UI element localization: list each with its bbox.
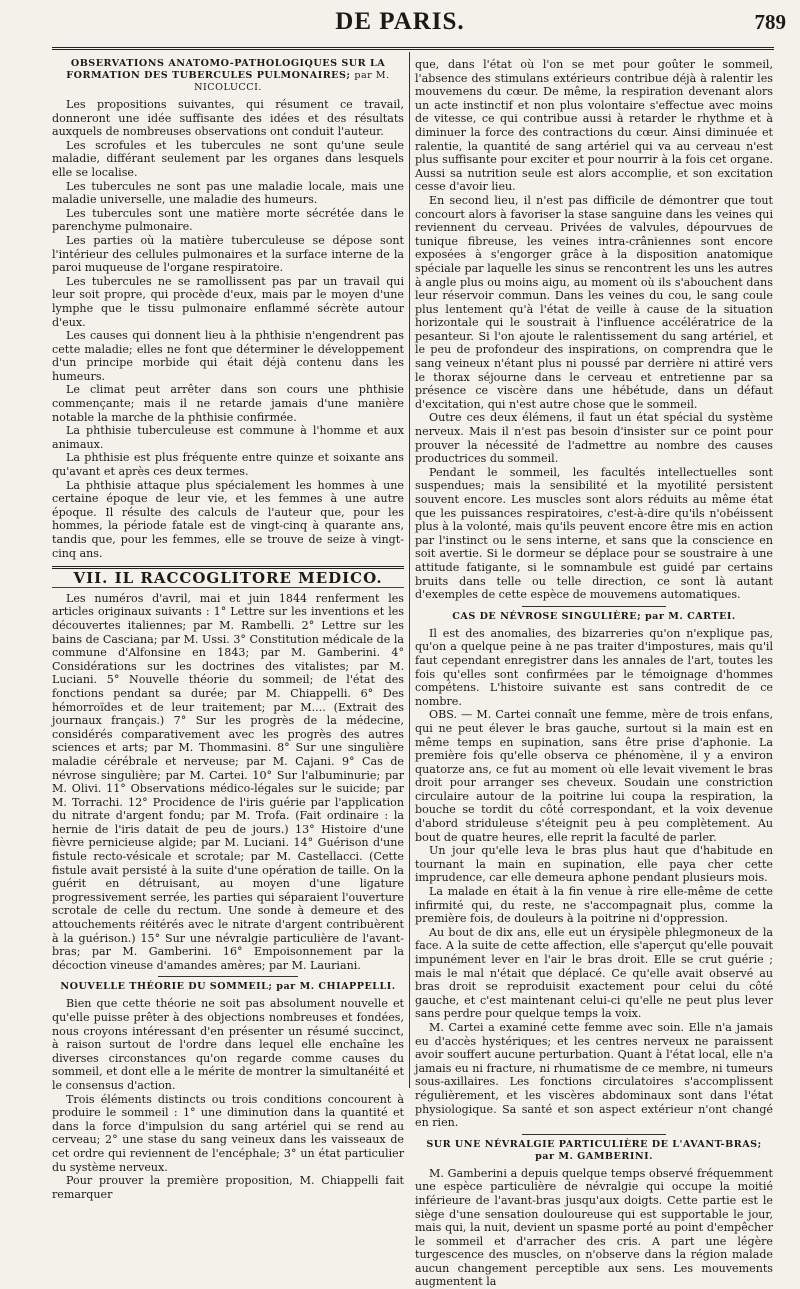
sommeil-heading: NOUVELLE THÉORIE DU SOMMEIL; par M. CHIAPPELLI. bbox=[60, 981, 396, 993]
paragraph: Pour prouver la première proposition, M. Chiappelli fait remarquer bbox=[52, 1174, 404, 1201]
paragraph: Les parties où la matière tuberculeuse se dépose sont l'intérieur des cellules pulmonaires et la surface interne de la paroi muqueuse de l'organe respiratoire. bbox=[52, 233, 404, 275]
journal-title: DE PARIS. bbox=[335, 8, 465, 35]
page-number: 789 bbox=[754, 10, 786, 34]
paragraph: Il est des anomalies, des bizarreries qu'on n'explique pas, qu'on a quelque peine à ne pas traiter d'impostures, mais qu'il faut cependant enregistrer dans les annales de l'art, toutes les fois qu'elles sont confirmées par le témoignage d'hommes compétens. L'histoire suivante est sans contredit de ce nombre. bbox=[415, 626, 773, 708]
paragraph: OBS. — M. Cartei connaît une femme, mère de trois enfans, qui ne peut élever le bras gauche, surtout si la main est en même temps en supination, sans être prise d'aphonie. La première fois qu'elle observa ce phénomène, il y a environ quatorze ans, ce fut au moment où elle levait vivement le bras droit pour arranger ses cheveux. Soudain une constriction circulaire autour de la poitrine lui coupa la respiration, la bouche se tordit du côté correspondant, et la voix devenue d'abord striduleuse s'éteignit peu à peu complètement. Au bout de quatre heures, elle reprit la faculté de parler. bbox=[415, 708, 773, 844]
paragraph: La phthisie est plus fréquente entre quinze et soixante ans qu'avant et après ces deux termes. bbox=[52, 451, 404, 479]
paragraph: Outre ces deux élémens, il faut un état spécial du système nerveux. Mais il n'est pas besoin d'insister sur ce point pour prouver la nécessité de l'admettre au nombre des causes productrices du sommeil. bbox=[415, 411, 773, 466]
paragraph: Le climat peut arrêter dans son cours une phthisie commençante; mais il ne retarde jamais d'une manière notable la marche de la phthisie confirmée. bbox=[52, 383, 404, 424]
top-rule bbox=[52, 47, 774, 50]
paragraph: Au bout de dix ans, elle eut un érysipèle phlegmoneux de la face. A la suite de cette affection, elle s'aperçut qu'elle pouvait impunément lever en l'air le bras droit. Elle se crut guérie ; mais le mal n'était que déplacé. Ce qu'elle avait observé au bras droit se reproduisit exactement pour celui du côté gauche, et c'est maintenant celui-ci qu'elle ne peut plus lever sans perdre pour quelque temps la voix. bbox=[415, 925, 773, 1021]
paragraph: Les tubercules ne sont pas une maladie locale, mais une maladie universelle, une maladie des humeurs. bbox=[52, 179, 404, 207]
right-column bbox=[415, 58, 773, 1289]
page-header bbox=[0, 0, 800, 40]
paragraph: La malade en était à la fin venue à rire elle-même de cette infirmité qui, du reste, ne s'accompagnait plus, comme la première fois, de douleurs à la poitrine ni d'oppression. bbox=[415, 885, 773, 926]
paragraph: En second lieu, il n'est pas difficile de démontrer que tout concourt alors à favoriser la stase sanguine dans les veines qui reviennent du cerveau. Privées de valvules, dépourvues de tunique fibreuse, les veines intra-crâniennes sont encore exposées à s'engorger grâce à la disposition anatomique spéciale par laquelle les sinus se rencontrent les uns les autres à angle plus ou moins aigu, au moment où ils s'abouchent dans leur réservoir commun. Dans les veines du cou, le sang coule plus lentement qu'à l'état de veille à cause de la situation horizontale qui le soustrait à l'influence accélératrice de la pesanteur. Si l'on ajoute le ralentissement du sang artériel, et le peu de profondeur des inspirations, on comprendra que le sang veineux n'étant plus ni poussé par derrière ni attiré vers le thorax séjourne dans le cerveau et entretienne par sa présence ce viscère dans une hébétude, dans un défaut d'excitation, qui n'est autre chose que le sommeil. bbox=[415, 193, 773, 411]
paragraph: M. Cartei a examiné cette femme avec soin. Elle n'a jamais eu d'accès hystériques; et les centres nerveux ne paraissent avoir souffert aucune perturbation. Quant à l'état local, elle n'a jamais eu ni fracture, ni rhumatisme de ce membre, ni tumeurs sous-axillaires. Les fonctions circulatoires s'accomplissent régulièrement, et les viscères abdominaux sont dans l'état physiologique. Sa santé et son aspect extérieur n'ont changé en rien. bbox=[415, 1020, 773, 1130]
paragraph: Trois éléments distincts ou trois conditions concourent à produire le sommeil : 1° une diminution dans la quantité et dans la force d'impulsion du sang artériel qui se rend au cerveau; 2° une stase du sang veineux dans les vaisseaux de cet ordre qui reviennent de l'encéphale; 3° un état particulier du système nerveux. bbox=[52, 1092, 404, 1174]
raccoglitore-paragraph: Les numéros d'avril, mai et juin 1844 renferment les articles originaux suivants : 1° Lettre sur les inventions et les découvertes italiennes; par M. Rambelli. 2° Lettre sur les bains de Casciana; par M. Ussi. 3° Constitution médicale de la commune d'Alfonsine en 1843; par M. Gamberini. 4° Considérations sur les doctrines des vitalistes; par M. Luciani. 5° Nouvelle théorie du sommeil; de l'état des fonctions pendant sa durée; par M. Chiappelli. 6° Des hémorroïdes et de leur traitement; par M.... (Extrait des journaux français.) 7° Sur les progrès de la médecine, considérés comparativement avec les progrès des autres sciences et arts; par M. Thommasini. 8° Sur une singulière maladie cérébrale et nerveuse; par M. Cajani. 9° Cas de névrose singulière; par M. Cartei. 10° Sur l'albuminurie; par M. Olivi. 11° Observations médico-légales sur le suicide; par M. Torrachi. 12° Procidence de l'iris guérie par l'application du nitrate d'argent fondu; par M. Trofa. (Fait ordinaire : la hernie de l'iris datait de peu de jours.) 13° Histoire d'une fièvre pernicieuse algide; par M. Luciani. 14° Guérison d'une fistule recto-vésicale et scrotale; par M. Castellacci. (Cette fistule avait persisté à la suite d'une opération de taille. On la guérit en détruisant, au moyen d'une ligature progressivement serrée, les parties qui séparaient l'ouverture scrotale de celle du rectum. Une sonde à demeure et des attouchements réitérés avec le nitrate d'argent contribuèrent à la guérison.) 15° Sur une névralgie particulière de l'avant-bras; par M. Gamberini. 16° Empoisonnement par la décoction vineuse d'amandes amères; par M. Lauriani. bbox=[52, 591, 404, 972]
paragraph: Les causes qui donnent lieu à la phthisie n'engendrent pas cette maladie; elles ne font que déterminer le développement d'un principe morbide qui était déjà contenu dans les humeurs. bbox=[52, 329, 404, 383]
left-column bbox=[52, 58, 404, 1201]
paragraph: M. Gamberini a depuis quelque temps observé fréquemment une espèce particulière de névralgie qui occupe la moitié inférieure de l'avant-bras jusqu'aux doigts. Cette partie est le siège d'une sensation douloureuse qui est supportable le jour, mais qui, la nuit, devient un spasme porté au point d'empêcher le sommeil et d'arracher des cris. A part une légère turgescence des muscles, on n'observe dans la région malade aucun changement perceptible aux sens. Les mouvements augmentent la bbox=[415, 1166, 773, 1289]
paragraph: La phthisie tuberculeuse est commune à l'homme et aux animaux. bbox=[52, 424, 404, 451]
separator bbox=[158, 976, 299, 977]
paragraph: La phthisie attaque plus spécialement les hommes à une certaine époque de leur vie, et les femmes à une autre époque. Il résulte des calculs de l'auteur que, pour les hommes, la période fatale est de vingt-cinq à quarante ans, tandis que, pour les femmes, elle se trouve de seize à vingt-cinq ans. bbox=[52, 478, 404, 560]
paragraph: Bien que cette théorie ne soit pas absolument nouvelle et qu'elle puisse prêter à des objections nombreuses et fondées, nous croyons intéressant d'en présenter un résumé succinct, à raison surtout de l'ordre dans lequel elle enchaîne les diverses circonstances qu'on regarde comme causes du sommeil, et dont elle a le mérite de montrer la simultanéité et le consensus d'action. bbox=[52, 997, 404, 1092]
cas-heading: CAS DE NÉVROSE SINGULIÈRE; par M. CARTEI. bbox=[452, 610, 736, 622]
section-title: VII. IL RACCOGLITORE MEDICO. bbox=[52, 566, 404, 588]
observations-heading: OBSERVATIONS ANATOMO-PATHOLOGIQUES SUR LA FORMATION DES TUBERCULES PULMONAIRES; par M. NICOLUCCI. bbox=[66, 58, 390, 93]
paragraph: Un jour qu'elle leva le bras plus haut que d'habitude en tournant la main en supination, elle paya cher cette imprudence, car elle demeura aphone pendant plusieurs mois. bbox=[415, 844, 773, 885]
paragraph: Les scrofules et les tubercules ne sont qu'une seule maladie, différant seulement par les organes dans lesquels elle se localise. bbox=[52, 138, 404, 179]
paragraph: Les propositions suivantes, qui résument ce travail, donneront une idée suffisante des idées et des résultats auxquels de nombreuses observations ont conduit l'auteur. bbox=[52, 98, 404, 139]
paragraph: Les tubercules sont une matière morte sécrétée dans le parenchyme pulmonaire. bbox=[52, 206, 404, 234]
separator bbox=[522, 606, 665, 607]
column-divider bbox=[409, 52, 410, 1088]
nevralgie-heading: SUR UNE NÉVRALGIE PARTICULIÈRE DE L'AVANT-BRAS; par M. GAMBERINI. bbox=[426, 1138, 762, 1162]
paragraph: Les tubercules ne se ramollissent pas par un travail qui leur soit propre, qui procède d'eux, mais par le moyen d'une lymphe que le tissu pulmonaire enflammé sécrète autour d'eux. bbox=[52, 274, 404, 329]
separator bbox=[522, 1134, 665, 1135]
paragraph: que, dans l'état où l'on se met pour goûter le sommeil, l'absence des stimulans extérieurs contribue déjà à ralentir les mouvemens du cœur. De même, la respiration devenant alors un acte instinctif et non plus volontaire s'effectue avec moins de vitesse, ce qui contribue aussi à retarder le rhythme et à diminuer la force des contractions du cœur. Ainsi diminuée et ralentie, la quantité de sang artériel qui va au cerveau n'est plus suffisante pour exciter et pour nourrir à la fois cet organe. Aussi sa nutrition seule est alors accomplie, et son excitation cesse d'avoir lieu. bbox=[415, 58, 773, 194]
paragraph: Pendant le sommeil, les facultés intellectuelles sont suspendues; mais la sensibilité et la myotilité persistent souvent encore. Les muscles sont alors réduits au même état que les puissances respiratoires, c'est-à-dire qu'ils n'obéissent plus à la volonté, mais qu'ils peuvent encore être mis en action par l'instinct ou le sens interne, et sans que la conscience en soit avertie. Si le dormeur se déplace pour se soustraire à une attitude fatigante, si le somnambule est guidé par certains bruits dans telle ou telle direction, ce sont là autant d'exemples de cette espèce de mouvemens automatiques. bbox=[415, 465, 773, 602]
